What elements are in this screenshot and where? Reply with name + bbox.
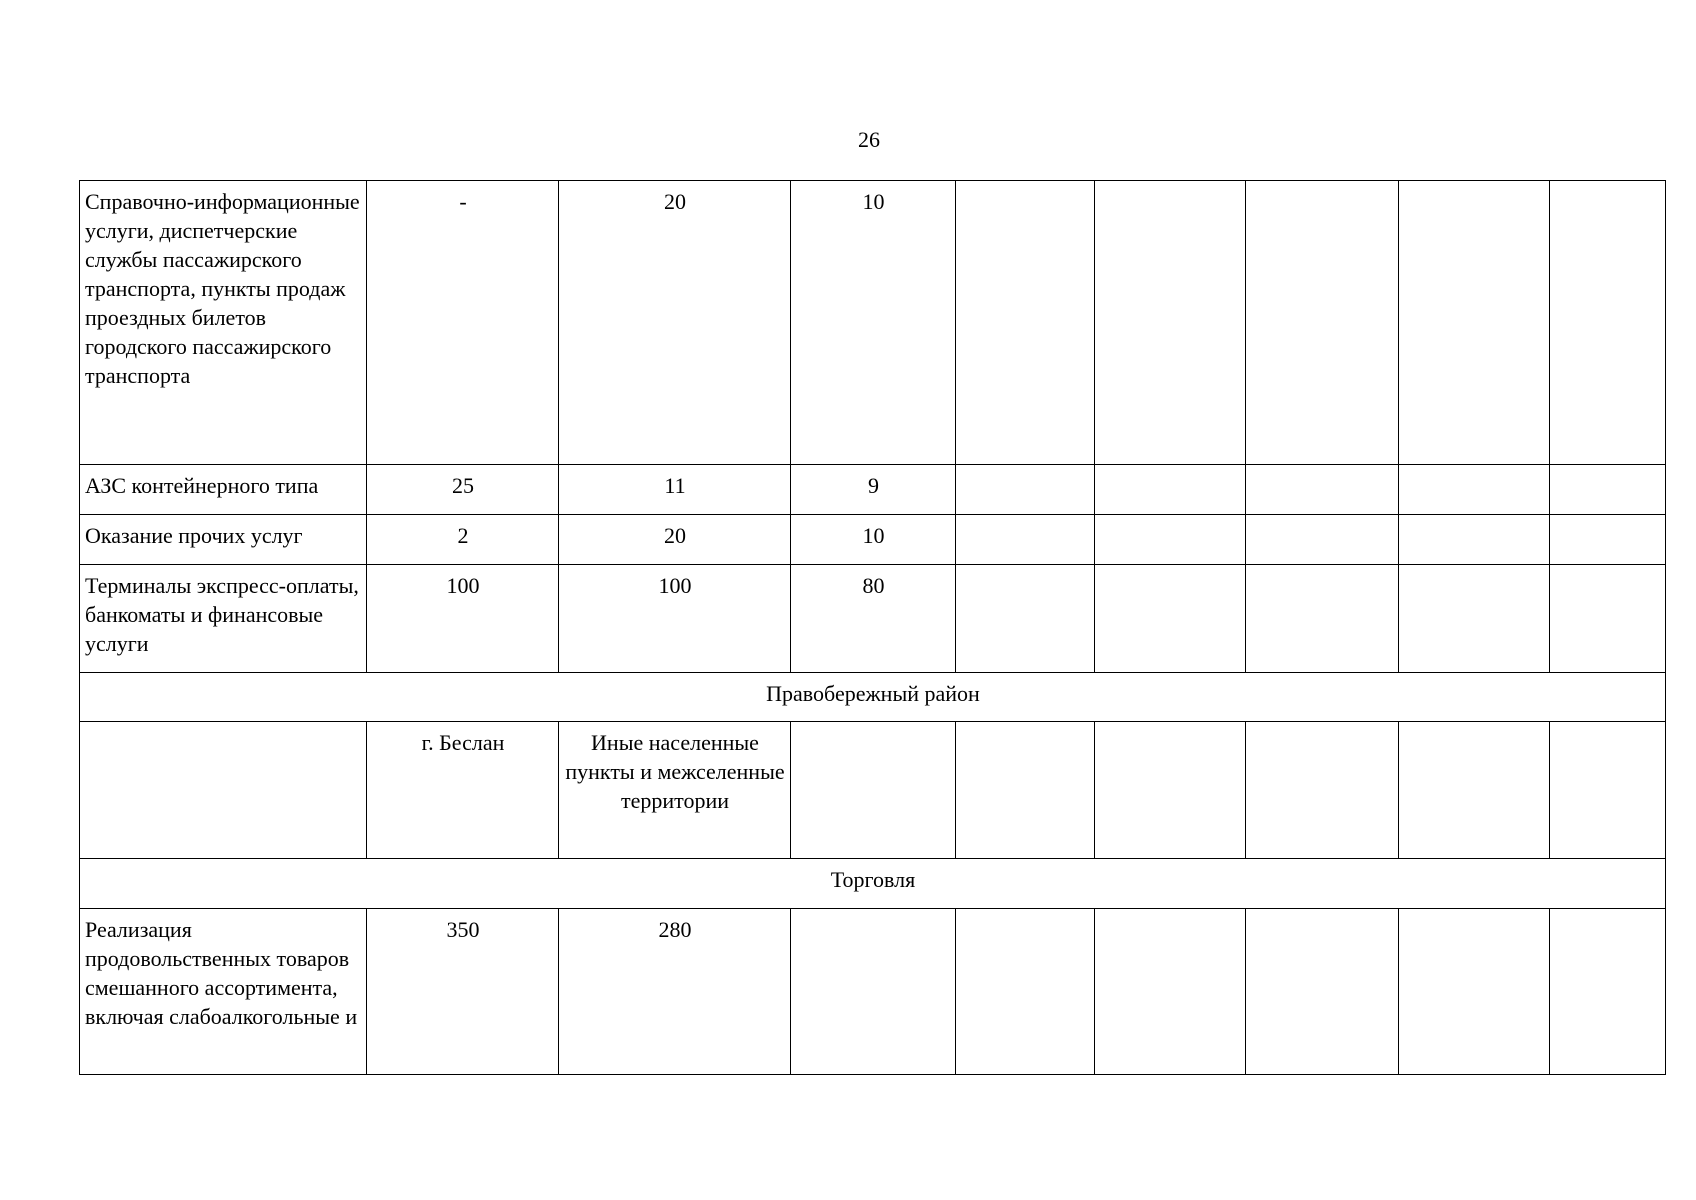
cell-value: 11: [559, 465, 791, 515]
trade-title: Торговля: [80, 859, 1666, 909]
empty-cell: [956, 909, 1095, 1075]
cell-value: 2: [367, 515, 559, 565]
row-label: Реализация продовольственных товаров смешанного ассортимента, включая слабоалкогольные и: [80, 909, 367, 1075]
empty-cell: [1550, 565, 1666, 673]
row-label: Оказание прочих услуг: [80, 515, 367, 565]
empty-cell: [1095, 465, 1246, 515]
cell-value: 100: [367, 565, 559, 673]
cell-value: 280: [559, 909, 791, 1075]
empty-cell: [1095, 909, 1246, 1075]
empty-cell: [791, 722, 956, 859]
cell-value: 20: [559, 515, 791, 565]
services-table: [79, 180, 1666, 1075]
empty-cell: [791, 909, 956, 1075]
column-header-row: [80, 722, 1666, 859]
table-row: [80, 465, 1666, 515]
empty-cell: [1246, 465, 1399, 515]
row-label: Терминалы экспресс-оплаты, банкоматы и финансовые услуги: [80, 565, 367, 673]
empty-cell: [1399, 181, 1550, 465]
cell-value: 9: [791, 465, 956, 515]
empty-cell: [956, 181, 1095, 465]
table-row: [80, 909, 1666, 1075]
empty-cell: [1399, 909, 1550, 1075]
empty-cell: [1246, 515, 1399, 565]
empty-cell: [1550, 515, 1666, 565]
cell-value: 10: [791, 515, 956, 565]
empty-cell: [1246, 565, 1399, 673]
district-title: Правобережный район: [80, 673, 1666, 722]
empty-cell: [956, 565, 1095, 673]
empty-cell: [1246, 181, 1399, 465]
empty-cell: [1550, 909, 1666, 1075]
cell-value: 100: [559, 565, 791, 673]
cell-value: 80: [791, 565, 956, 673]
empty-cell: [956, 722, 1095, 859]
column-header-beslan: г. Беслан: [367, 722, 559, 859]
empty-cell: [1246, 722, 1399, 859]
page-number: 26: [858, 127, 880, 152]
table-row: [80, 181, 1666, 465]
table-row: [80, 515, 1666, 565]
table-row: [80, 565, 1666, 673]
empty-cell: [1550, 465, 1666, 515]
section-row: [80, 859, 1666, 909]
cell-value: 10: [791, 181, 956, 465]
empty-cell: [1399, 722, 1550, 859]
empty-cell: [956, 465, 1095, 515]
row-label: АЗС контейнерного типа: [80, 465, 367, 515]
empty-cell: [80, 722, 367, 859]
empty-cell: [1095, 565, 1246, 673]
empty-cell: [1095, 722, 1246, 859]
section-row: [80, 673, 1666, 722]
empty-cell: [1399, 465, 1550, 515]
empty-cell: [1399, 565, 1550, 673]
row-label: Справочно-информационные услуги, диспетчерские службы пассажирского транспорта, пункты продаж проездных билетов городского пассажирского транспорта: [80, 181, 367, 465]
empty-cell: [1550, 722, 1666, 859]
cell-value: 350: [367, 909, 559, 1075]
cell-value: 20: [559, 181, 791, 465]
empty-cell: [956, 515, 1095, 565]
empty-cell: [1095, 515, 1246, 565]
column-header-other-settlements: Иные населенные пункты и межселенные территории: [559, 722, 791, 859]
empty-cell: [1399, 515, 1550, 565]
empty-cell: [1095, 181, 1246, 465]
empty-cell: [1246, 909, 1399, 1075]
cell-value: 25: [367, 465, 559, 515]
cell-value: -: [367, 181, 559, 465]
empty-cell: [1550, 181, 1666, 465]
